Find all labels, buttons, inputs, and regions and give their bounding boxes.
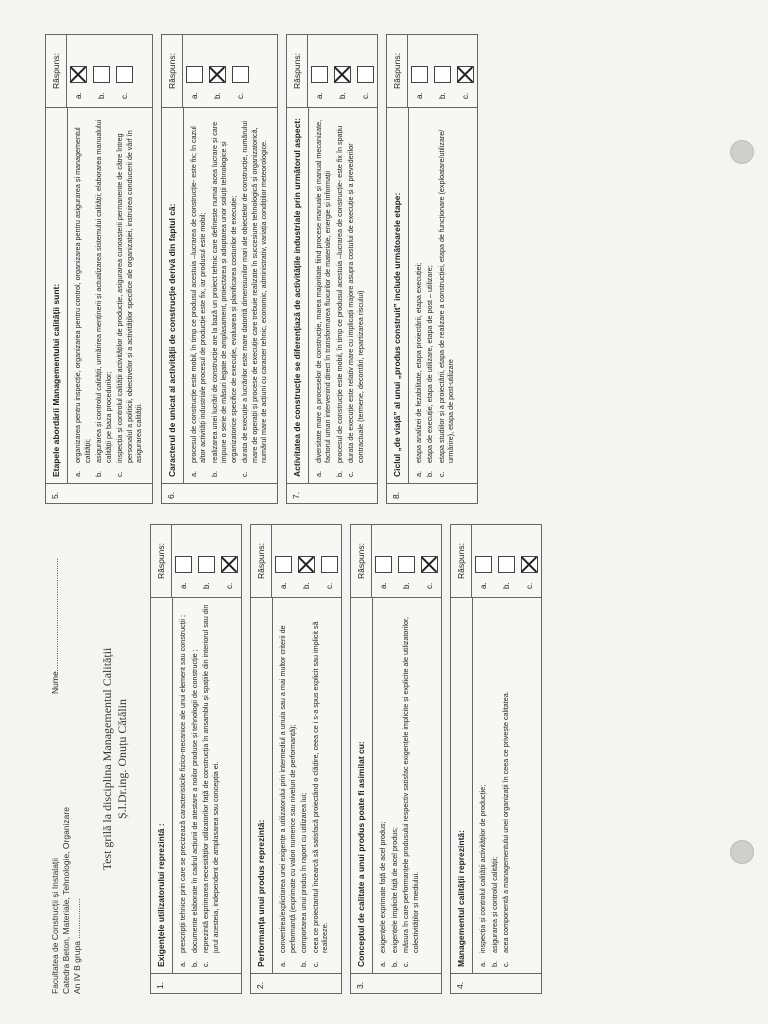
answer-rows <box>67 35 136 107</box>
option-letter: a. <box>478 961 487 967</box>
option-text: inspecția și controlul calității activităților de producție, asigurarea cunoașterii permanente de către întreg personalul a politicii, obiectivelor și a activităților specifice ale organizației, instruirea conducerii de vârf în asigurarea calității. <box>115 130 143 463</box>
option-row <box>311 604 330 967</box>
department-name: Catedra Beton, Materiale, Tehnologie, Organizare <box>61 807 71 994</box>
question-options <box>309 108 374 483</box>
question-options <box>273 598 338 973</box>
option-text: comportarea unui produs în raport cu utilizarea lui; <box>299 792 308 953</box>
option-text: organizarea pentru inspecție, organizarea pentru control, organizarea pentru asigurarea și managementul calității; <box>73 127 92 463</box>
answer-letter: b. <box>97 92 106 99</box>
option-letter: b. <box>299 961 308 967</box>
answer-checkbox[interactable] <box>186 66 203 83</box>
question-block <box>150 524 242 994</box>
question-body <box>451 597 541 973</box>
option-text: măsura în care performanțele produsului respectiv satisfac exigențele implicite și explicite ale utilizatorilor, colectivităților și mediului. <box>401 617 420 953</box>
punch-hole <box>730 140 754 164</box>
answer-checkbox[interactable] <box>498 556 515 573</box>
option-letter: a. <box>278 961 287 967</box>
option-letter: b. <box>489 961 499 967</box>
answer-header: Răspuns: <box>351 525 372 597</box>
answer-letter: a. <box>479 582 488 589</box>
questions-left-column <box>150 524 550 994</box>
question-title: Etapele abordării Managementului calității sunt: <box>46 108 68 483</box>
option-text: durata de execuție a lucrărilor este mare datorită dimensiunilor mari ale obiectelor de construcție, numărului mare de operații și procese de execuție care trebuie realizate în succesiune tehnologică și organizatorică, numărul mare de acțiuni cu caracter tehnic, economic, administrativ, variația condițiilor meteorologice. <box>240 121 268 463</box>
answer-letter: b. <box>502 582 511 589</box>
answer-row <box>331 35 354 107</box>
option-letter: b. <box>94 471 103 477</box>
option-text: acea componentă a managementului unei organizații în ceea ce privește calitatea. <box>501 691 510 953</box>
answer-letter: a. <box>414 92 424 99</box>
question-block <box>250 524 342 994</box>
answer-column <box>387 35 477 107</box>
question-number: 5. <box>46 483 152 503</box>
answer-checkbox[interactable] <box>398 556 415 573</box>
answer-header: Răspuns: <box>287 35 308 107</box>
teacher-name: Ș.l.Dr.ing. Onuțu Cătălin <box>115 699 129 819</box>
answer-letter: a. <box>179 582 188 589</box>
option-row <box>501 604 511 967</box>
option-letter: a. <box>413 471 423 477</box>
option-text: exigențele exprimate față de acel produs; <box>378 821 387 953</box>
question-block <box>386 34 478 504</box>
option-row <box>94 114 113 477</box>
option-letter: b. <box>425 471 434 477</box>
answer-checkbox[interactable] <box>175 556 192 573</box>
option-row <box>390 604 400 967</box>
option-letter: b. <box>209 471 219 477</box>
answer-rows <box>272 525 341 597</box>
answer-letter: b. <box>437 92 447 99</box>
answer-header: Răspuns: <box>451 525 472 597</box>
answer-checkbox-checked[interactable] <box>457 66 474 83</box>
option-row <box>299 604 309 967</box>
option-text: procesul de construcție este mobil, în timp ce produsul acestuia –lucrarea de construcție- este fix; în cazul altor activități industriale procesul de producție este fix, iar produsul este mobil; <box>188 126 207 463</box>
answer-row <box>113 35 136 107</box>
option-row <box>190 604 200 967</box>
answer-checkbox[interactable] <box>411 66 428 83</box>
answer-rows <box>308 35 377 107</box>
option-row <box>278 604 297 967</box>
question-options <box>373 598 428 973</box>
question-number: 1. <box>151 973 241 993</box>
question-body <box>151 597 241 973</box>
option-letter: a. <box>188 471 198 477</box>
question-body <box>162 107 277 483</box>
option-text: ceea ce proiectantul încearcă să satisfacă proiectând o clădire, ceea ce i s-a spus explicit sau implicit să realizeze. <box>310 621 329 953</box>
answer-header: Răspuns: <box>46 35 67 107</box>
answer-checkbox[interactable] <box>434 66 451 83</box>
option-row <box>314 114 333 477</box>
option-text: etapa studiilor și a proiectării, etapa de realizare a construcției, etapa de funcționare (exploatare/utilizare/ urmărire), etapa de post-utilizare <box>436 129 455 463</box>
option-letter: c. <box>115 471 124 477</box>
option-text: reprezintă exprimarea necesităților utilizatorilor față de construcția în ansamblu și spațiile din interiorul sau din jurul acesteia, independent de amplasarea sau concepția ei. <box>201 604 220 953</box>
question-block <box>450 524 542 994</box>
question-block <box>350 524 442 994</box>
option-letter: c. <box>240 471 249 477</box>
answer-checkbox[interactable] <box>475 556 492 573</box>
option-letter: b. <box>189 961 199 967</box>
answer-letter: c. <box>460 92 470 99</box>
question-title: Ciclul „de viață” al unui „produs construit” include următoarele etape: <box>387 108 409 483</box>
option-letter: b. <box>334 471 344 477</box>
option-letter: c. <box>501 961 510 967</box>
answer-letter: b. <box>337 92 347 99</box>
answer-row <box>318 525 341 597</box>
option-letter: a. <box>178 961 187 967</box>
answer-column <box>251 525 341 597</box>
answer-row <box>90 35 113 107</box>
answer-letter: a. <box>314 92 324 99</box>
question-options <box>409 108 464 483</box>
answer-row <box>206 35 229 107</box>
question-block <box>45 34 153 504</box>
faculty-name: Facultatea de Construcții și Instalații <box>50 857 60 994</box>
answer-checkbox[interactable] <box>116 66 133 83</box>
question-title: Activitatea de construcție se diferențiază de activitățile industriale prin următorul aspect: <box>287 108 309 483</box>
option-letter: c. <box>401 961 410 967</box>
option-row <box>210 114 239 477</box>
option-text: realizarea unei lucrări de construcție are la bază un proiect tehnic care definește numai acea lucrare și care impune o serie de măsuri legate de amplasament, proiectarea și adoptarea unor soluții tehnologice și organizatorice specifice de execuție, evaluarea și planificarea costurilor de execuție; <box>209 121 238 463</box>
answer-checkbox-checked[interactable] <box>298 556 315 573</box>
answer-letter: b. <box>402 582 411 589</box>
question-number: 8. <box>387 483 477 503</box>
answer-letter: c. <box>425 582 434 589</box>
answer-row <box>229 35 252 107</box>
question-title: Caracterul de unicat al activității de construcție derivă din faptul că: <box>162 108 184 483</box>
option-text: etapa de execuție, etapa de utilizare, etapa de post – utilizare; <box>425 265 434 463</box>
answer-row <box>495 525 518 597</box>
option-row <box>178 604 188 967</box>
answer-checkbox-checked[interactable] <box>70 66 87 83</box>
question-options <box>184 108 277 483</box>
question-number: 6. <box>162 483 277 503</box>
question-options <box>173 598 228 973</box>
answer-checkbox[interactable] <box>275 556 292 573</box>
option-letter: c. <box>436 471 446 477</box>
question-body <box>351 597 441 973</box>
question-body <box>46 107 152 483</box>
answer-letter: a. <box>379 582 388 589</box>
option-letter: c. <box>346 471 355 477</box>
option-text: convertirea/explicitarea unei exigențe a utilizatorului prin intermediul a unuia sau a mai multor criterii de performanță (exprimate cu valori numerice sau niveluri de performanță); <box>278 625 297 953</box>
answer-row <box>172 525 195 597</box>
question-options <box>68 108 152 483</box>
questions-right-column <box>45 34 486 504</box>
question-number: 4. <box>451 973 541 993</box>
question-number: 7. <box>287 483 377 503</box>
answer-letter: c. <box>235 92 245 99</box>
answer-checkbox-checked[interactable] <box>334 66 351 83</box>
answer-checkbox-checked[interactable] <box>221 556 238 573</box>
question-number: 3. <box>351 973 441 993</box>
option-row <box>378 604 388 967</box>
answer-letter: a. <box>74 92 83 99</box>
answer-header: Răspuns: <box>151 525 172 597</box>
answer-row <box>431 35 454 107</box>
student-name-field[interactable]: Nume................................................ <box>50 557 60 694</box>
answer-row <box>372 525 395 597</box>
question-block <box>286 34 378 504</box>
option-row <box>115 114 144 477</box>
question-body <box>387 107 477 483</box>
option-row <box>346 114 365 477</box>
answer-checkbox[interactable] <box>232 66 249 83</box>
question-options <box>473 598 519 973</box>
option-letter: a. <box>313 471 323 477</box>
answer-letter: c. <box>360 92 370 99</box>
answer-column <box>351 525 441 597</box>
question-body <box>287 107 377 483</box>
option-row <box>73 114 92 477</box>
option-text: inspecția și controlul calității activităților de producție; <box>478 784 487 953</box>
answer-row <box>472 525 495 597</box>
question-block <box>161 34 278 504</box>
option-row <box>401 604 420 967</box>
option-row <box>437 114 456 477</box>
answer-row <box>454 35 477 107</box>
option-letter: a. <box>73 471 82 477</box>
option-text: asigurarea și controlul calității, urmărirea menținerii și actualizarea sistemului calității; elaborarea manualului calității pe baza procedurilor; <box>94 119 113 463</box>
answer-row <box>183 35 206 107</box>
option-row <box>240 114 269 477</box>
answer-rows <box>372 525 441 597</box>
answer-column <box>151 525 241 597</box>
answer-column <box>287 35 377 107</box>
year-group: An IV B grupa ................. <box>72 898 82 994</box>
option-letter: a. <box>378 961 387 967</box>
answer-row <box>308 35 331 107</box>
option-letter: b. <box>389 961 399 967</box>
answer-rows <box>172 525 241 597</box>
answer-rows <box>408 35 477 107</box>
answer-row <box>395 525 418 597</box>
answer-checkbox[interactable] <box>311 66 328 83</box>
question-title: Performanța unui produs reprezintă: <box>251 598 273 973</box>
answer-row <box>354 35 377 107</box>
option-text: etapa analizei de fezabilitate, etapa proiectării, etapa execuției; <box>413 262 423 463</box>
option-text: prescripții tehnice prin care se precizează caracteristicile fizico-mecanice ale unui element sau construcții ; <box>178 615 187 953</box>
answer-header: Răspuns: <box>387 35 408 107</box>
question-number: 2. <box>251 973 341 993</box>
answer-letter: b. <box>302 582 311 589</box>
answer-row <box>272 525 295 597</box>
answer-checkbox[interactable] <box>375 556 392 573</box>
option-letter: c. <box>310 961 320 967</box>
answer-checkbox[interactable] <box>93 66 110 83</box>
answer-checkbox[interactable] <box>357 66 374 83</box>
option-text: durata de execuție este relativ mare cu implicații majore asupra costului de execuție și a prevederilor contractuale (termene, decontări, repartizarea riscului) <box>346 143 365 463</box>
option-row <box>490 604 500 967</box>
option-text: diversitate mare a proceselor de construcție, marea majoritate fiind procese manuale și manual mecanizate, factorul uman intervenind direct în transformarea fluxurilor de materiale, energie și informații <box>313 119 332 463</box>
answer-row <box>518 525 541 597</box>
answer-letter: c. <box>120 92 129 99</box>
answer-letter: b. <box>202 582 211 589</box>
option-row <box>189 114 208 477</box>
answer-letter: c. <box>325 582 334 589</box>
answer-checkbox-checked[interactable] <box>421 556 438 573</box>
answer-checkbox-checked[interactable] <box>521 556 538 573</box>
answer-rows <box>183 35 252 107</box>
question-body <box>251 597 341 973</box>
answer-checkbox-checked[interactable] <box>209 66 226 83</box>
answer-row <box>67 35 90 107</box>
option-letter: c. <box>201 961 210 967</box>
answer-row <box>408 35 431 107</box>
option-row <box>425 114 435 477</box>
option-text: asigurarea și controlul calității; <box>489 856 499 953</box>
question-title: Exigențele utilizatorului reprezintă : <box>151 598 173 973</box>
answer-letter: b. <box>212 92 222 99</box>
test-title <box>100 524 130 994</box>
option-row <box>414 114 424 477</box>
answer-row <box>418 525 441 597</box>
answer-row <box>218 525 241 597</box>
answer-header: Răspuns: <box>251 525 272 597</box>
answer-letter: c. <box>225 582 234 589</box>
answer-column <box>451 525 541 597</box>
answer-column <box>162 35 277 107</box>
answer-header: Răspuns: <box>162 35 183 107</box>
option-text: documente elaborate în cadrul acțiunii de atestare a noilor produse și tehnologii de construcție ; <box>189 649 199 953</box>
answer-checkbox[interactable] <box>321 556 338 573</box>
option-text: procesul de construcție este mobil, în timp ce produsul acestuia –lucrarea de construcție- este fix în spațiu <box>334 125 344 463</box>
answer-checkbox[interactable] <box>198 556 215 573</box>
answer-row <box>295 525 318 597</box>
option-row <box>201 604 220 967</box>
answer-letter: c. <box>525 582 534 589</box>
option-row <box>478 604 488 967</box>
option-row <box>335 114 345 477</box>
punch-hole <box>730 840 754 864</box>
answer-letter: a. <box>189 92 199 99</box>
answer-row <box>195 525 218 597</box>
answer-rows <box>472 525 541 597</box>
test-title-line1: Test grilă la disciplina Managementul Calității <box>100 647 114 871</box>
question-title: Managementul calității reprezintă: <box>451 598 473 973</box>
answer-column <box>46 35 152 107</box>
question-title: Conceptul de calitate a unui produs poate fi asimilat cu: <box>351 598 373 973</box>
answer-letter: a. <box>279 582 288 589</box>
option-text: exigențele implicite față de acel produs; <box>389 827 399 953</box>
